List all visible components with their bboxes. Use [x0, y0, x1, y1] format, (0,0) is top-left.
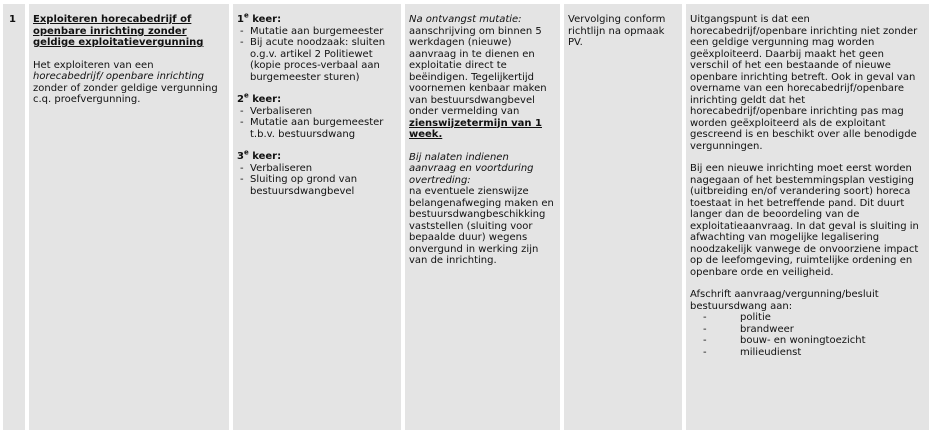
zienswijze-term: zienswijzetermijn van 1 week. — [409, 117, 542, 140]
list-item: - Mutatie aan burgemeester t.b.v. bestuursdwang — [237, 117, 397, 140]
description-italic: horecabedrijf/ openbare inrichting — [33, 71, 205, 82]
explanation-para-1: Uitgangspunt is dat een horecabedrijf/openbare inrichting niet zonder een geldige vergunning mag worden geëxploiteerd. Daarbij maakt het geen verschil of het een bestaande of nieuwe openbare inrichting betreft. Ook in geval van overname van een horecabedrijf/openbare inrichting geldt dat het horecabedrijf/openbare inrichting pas mag worden geëxploiteerd als de exploitant gescreend is en beschikt over alle benodigde vergunningen. — [690, 14, 918, 152]
keer-heading-3: 3e keer: — [237, 148, 282, 162]
prosecution-cell — [564, 4, 682, 430]
row-number: 1 — [9, 14, 16, 25]
list-item: - bouw- en woningtoezicht — [703, 335, 925, 347]
list-item: - Mutatie aan burgemeester — [237, 26, 397, 38]
keer-list-1 — [237, 26, 397, 84]
explanation-para-2: Bij een nieuwe inrichting moet eerst worden nagegaan of het bestemmingsplan vestiging (uitbreiding en/of verandering soort) horeca toestaat in het betreffende pand. Dit duurt langer dan de beoordeling van de exploitatieaanvraag. In dat geval is sluiting in afwachting van mogelijke legalisering noodzakelijk vanwege de onvoorziene impact op de leefomgeving, ruimtelijke ordening en openbare orde en veiligheid. — [690, 163, 919, 278]
neglect-text: na eventuele zienswijze belangenafweging maken en bestuursdwangbeschikking vaststellen (sluiting voor bepaalde duur) wegens onvergund in werking zijn van de inrichting. — [409, 186, 554, 266]
list-item: - Verbaliseren — [237, 163, 397, 175]
description-post: zonder of zonder geldige vergunning c.q. proefvergunning. — [33, 82, 218, 105]
list-item: - Verbaliseren — [237, 106, 397, 118]
keer-list-3 — [237, 163, 397, 198]
list-item: - Bij acute noodzaak: sluiten o.g.v. artikel 2 Politiewet (kopie proces-verbaal aan burgemeester sturen) — [237, 37, 397, 83]
description-pre: Het exploiteren van een — [33, 59, 154, 71]
municipal-action-cell — [405, 4, 560, 430]
keer-list-2 — [237, 106, 397, 141]
recipient-list — [690, 312, 925, 358]
keer-heading-2: 2e keer: — [237, 91, 282, 105]
mutation-intro: Na ontvangst mutatie: — [409, 14, 522, 25]
neglect-intro: Bij nalaten indienen aanvraag en voortduring overtreding: — [409, 151, 534, 186]
violation-title: Exploiteren horecabedrijf of openbare inrichting zonder geldige exploitatievergunning — [33, 14, 204, 48]
violation-description — [33, 60, 225, 106]
explanation-cell — [686, 4, 929, 430]
keer-heading-1: 1e keer: — [237, 11, 282, 25]
list-item: - milieudienst — [703, 347, 925, 359]
list-item: - brandweer — [703, 324, 925, 336]
mutation-text: aanschrijving om binnen 5 werkdagen (nieuwe) aanvraag in te dienen en exploitatie direct te beëindigen. Tegelijkertijd voornemen kenbaar maken van bestuursdwangbevel onder vermelding van — [409, 25, 547, 117]
violation-cell — [29, 4, 229, 430]
list-item: - Sluiting op grond van bestuursdwangbevel — [237, 174, 397, 197]
row-number-cell — [3, 4, 25, 430]
police-action-cell — [233, 4, 401, 430]
explanation-para-3: Afschrift aanvraag/vergunning/besluit bestuursdwang aan: — [690, 289, 879, 312]
list-item: - politie — [703, 312, 925, 324]
prosecution-text: Vervolging conform richtlijn na opmaak PV. — [568, 14, 666, 48]
